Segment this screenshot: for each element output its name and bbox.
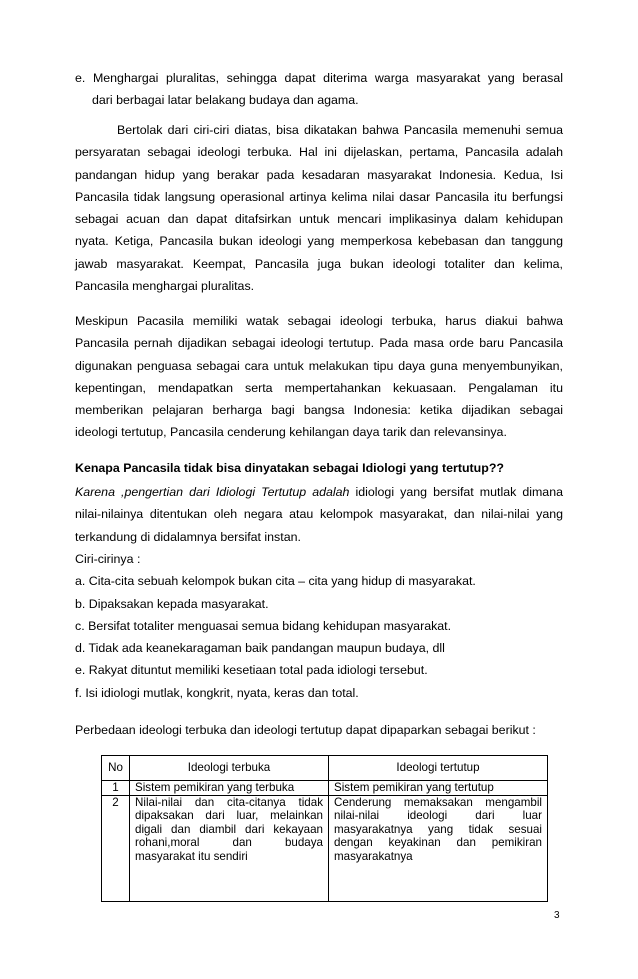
paragraph-line: pandangan hidup yang berakar pada kesadaran masyarakat Indonesia. Kedua, Isi — [75, 167, 563, 182]
characteristics-label: Ciri-cirinya : — [75, 552, 141, 566]
paragraph-conclusion — [75, 119, 563, 297]
cell-closed — [329, 781, 548, 796]
list-item: f. Isi idiologi mutlak, kongkrit, nyata, keras dan total. — [75, 685, 359, 700]
intro-list-item — [75, 67, 563, 112]
paragraph-line: ideologi tertutup, Pancasila cenderung kehilangan daya tarik dan relevansinya. — [75, 425, 507, 440]
definition-line: terkandung di didalamnya bersifat instan. — [75, 529, 301, 544]
paragraph-line: jawab masyarakat. Keempat, Pancasila juga bukan ideologi totaliter dan kelima, — [75, 256, 563, 271]
paragraph-line: Pancasila tidak langsung operasional artinya kelima nilai dasar Pancasila itu berfungsi — [75, 189, 563, 204]
list-item: e. Rakyat dituntut memiliki kesetiaan total pada idiologi tersebut. — [75, 663, 428, 678]
definition-line: nilai-nilainya ditentukan oleh negara atau kelompok masyarakat, dan nilai-nilai yang — [75, 507, 563, 522]
definition-paragraph — [75, 481, 563, 548]
paragraph-closed-ideology — [75, 310, 563, 444]
paragraph-line: digunakan penguasa sebagai cara untuk melakukan tipu daya guna menyembunyikan, — [75, 358, 563, 373]
paragraph-line: kepentingan, mendapatkan serta mempertahankan kekuasaan. Pengalaman itu — [75, 380, 563, 395]
paragraph-line: Pancasila pernah dijadikan sebagai ideologi tertutup. Pada masa orde baru Pancasila — [75, 336, 563, 351]
definition-rest: idiologi yang bersifat mutlak dimana — [349, 485, 563, 499]
table-row — [102, 781, 548, 796]
paragraph-line: Pancasila menghargai pluralitas. — [75, 279, 255, 294]
cell-open — [130, 781, 329, 796]
intro-item-line: dari berbagai latar belakang budaya dan agama. — [92, 93, 359, 108]
intro-item-line: e. Menghargai pluralitas, sehingga dapat diterima warga masyarakat yang berasal — [75, 71, 563, 85]
paragraph-line: persyaratan sebagai ideologi terbuka. Hal ini dijelaskan, pertama, Pancasila adalah — [75, 145, 563, 160]
section-heading — [75, 457, 563, 479]
comparison-table — [101, 755, 548, 902]
cell-closed — [329, 795, 548, 901]
cell-text: dengan keyakinan dan pemikiran — [334, 836, 542, 850]
list-item: b. Dipaksakan kepada masyarakat. — [75, 596, 269, 611]
cell-text: nilai-nilai ideologi dari luar — [334, 809, 542, 823]
characteristics-list — [75, 548, 563, 704]
cell-text: dipaksakan dari luar, melainkan — [135, 809, 323, 823]
paragraph-line: Bertolak dari ciri-ciri diatas, bisa dikatakan bahwa Pancasila memenuhi semua — [117, 123, 563, 137]
cell-text: digali dan diambil dari kekayaan — [135, 822, 323, 836]
paragraph-line: Meskipun Pacasila memiliki watak sebagai ideologi terbuka, harus diakui bahwa — [75, 314, 563, 328]
cell-text: Cenderung memaksakan mengambil — [334, 795, 542, 809]
cell-no: 1 — [102, 781, 130, 796]
cell-text: Nilai-nilai dan cita-citanya tidak — [135, 795, 323, 809]
paragraph-line: sebagai acuan dan dapat ditafsirkan untuk mencari implikasinya dalam kehidupan — [75, 212, 563, 227]
table-row — [102, 795, 548, 901]
cell-no: 2 — [102, 795, 130, 901]
cell-text: masyarakatnya — [334, 849, 413, 863]
cell-text: Sistem pemikiran yang terbuka — [135, 781, 295, 794]
table-header-row — [102, 756, 548, 781]
paragraph-line: nyata. Ketiga, Pancasila bukan ideologi yang memperkosa kebebasan dan tanggung — [75, 234, 563, 249]
heading-text: Kenapa Pancasila tidak bisa dinyatakan sebagai Idiologi yang tertutup?? — [75, 461, 504, 475]
list-item: d. Tidak ada keanekaragaman baik pandangan maupun budaya, dll — [75, 641, 445, 656]
header-closed-ideology: Ideologi tertutup — [329, 756, 548, 781]
cell-open — [130, 795, 329, 901]
list-item: c. Bersifat totaliter menguasai semua bidang kehidupan masyarakat. — [75, 618, 452, 633]
cell-text: masyarakat itu sendiri — [135, 849, 248, 863]
table-intro — [75, 719, 563, 741]
list-item: a. Cita-cita sebuah kelompok bukan cita – cita yang hidup di masyarakat. — [75, 574, 476, 589]
definition-italic-lead: Karena ,pengertian dari Idiologi Tertutup adalah — [75, 485, 350, 499]
cell-text: Sistem pemikiran yang tertutup — [334, 781, 494, 794]
page-number: 3 — [554, 910, 560, 921]
paragraph-line: memberikan pelajaran berharga bagi bangsa Indonesia: ketika dijadikan sebagai — [75, 403, 563, 418]
cell-text: rohani,moral dan budaya — [135, 836, 323, 850]
header-no: No — [102, 756, 130, 781]
cell-text: masyarakatnya yang tidak sesuai — [334, 822, 542, 836]
definition-line — [75, 481, 563, 503]
table-intro-text: Perbedaan ideologi terbuka dan ideologi tertutup dapat dipaparkan sebagai berikut : — [75, 723, 536, 737]
header-open-ideology: Ideologi terbuka — [130, 756, 329, 781]
